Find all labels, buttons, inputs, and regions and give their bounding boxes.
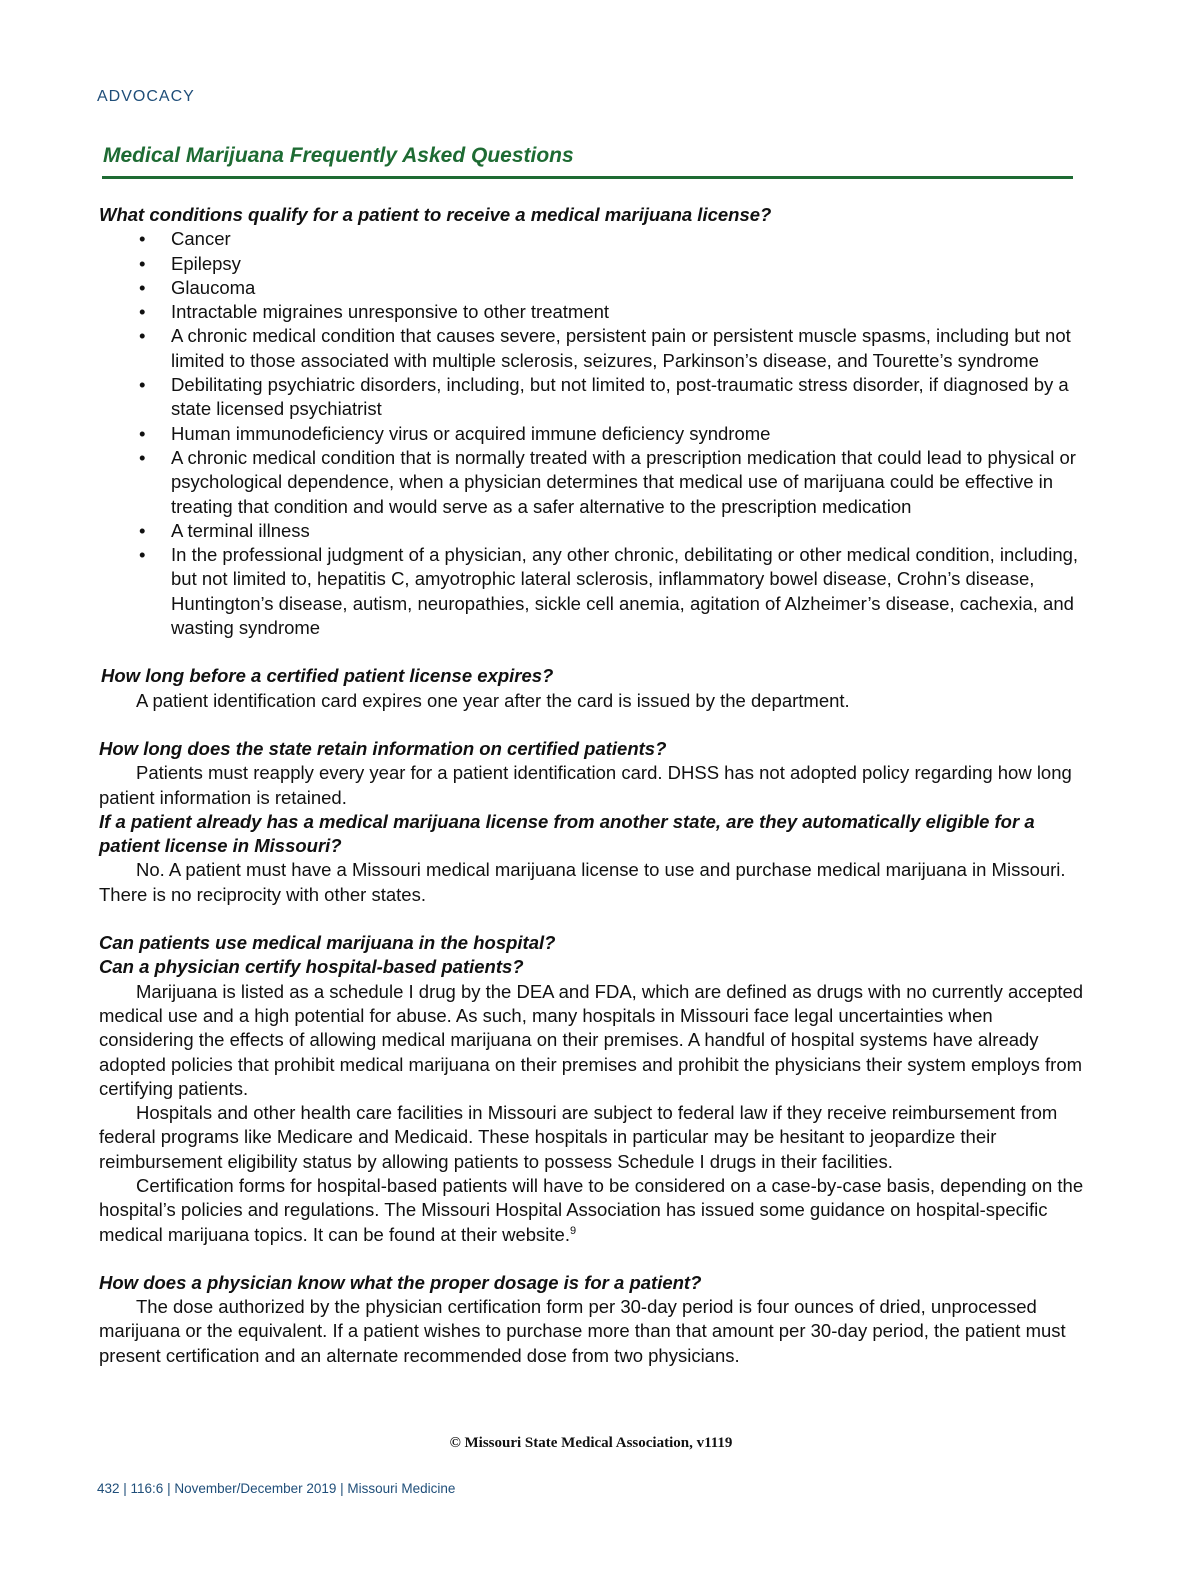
- copyright-notice: © Missouri State Medical Association, v1119: [449, 1435, 733, 1451]
- list-item-text: Intractable migraines unresponsive to other treatment: [171, 301, 610, 323]
- footnote-marker: 9: [569, 1224, 577, 1237]
- list-item: • Glaucoma: [139, 276, 256, 298]
- list-item: • A chronic medical condition that is normally treated with a prescription medication that could lead to physical or psychological dependence, when a physician determines that medical use of marijuana could be effective in treating that condition and would serve as a safer alternative to the prescription medication: [139, 446, 1076, 517]
- list-item: • Debilitating psychiatric disorders, including, but not limited to, post-traumatic stress disorder, if diagnosed by a state licensed psychiatrist: [139, 374, 1069, 420]
- faq-answer: Patients must reapply every year for a patient identification card. DHSS has not adopted policy regarding how long patient information is retained.: [99, 762, 1072, 808]
- faq-answer: A patient identification card expires one year after the card is issued by the department.: [136, 689, 850, 711]
- faq-question: What conditions qualify for a patient to receive a medical marijuana license?: [99, 204, 772, 225]
- faq-question: If a patient already has a medical marijuana license from another state, are they automatically eligible for a patient license in Missouri?: [99, 810, 1035, 857]
- list-item-text: Debilitating psychiatric disorders, including, but not limited to, post-traumatic stress disorder, if diagnosed by a state licensed psychiatrist: [171, 374, 1069, 420]
- list-item: • A chronic medical condition that causes severe, persistent pain or persistent muscle spasms, including but not limited to those associated with multiple sclerosis, seizures, Parkinson’s disease, and Tourette’s syndrome: [139, 325, 1071, 371]
- list-item-text: Cancer: [171, 228, 231, 250]
- qualifying-conditions-list: [99, 227, 1084, 640]
- list-item-text: A chronic medical condition that causes severe, persistent pain or persistent muscle spasms, including but not limited to those associated with multiple sclerosis, seizures, Parkinson’s disease, and Tourette’s syndrome: [171, 325, 1071, 371]
- list-item: • Intractable migraines unresponsive to other treatment: [139, 301, 610, 323]
- faq-answer: Hospitals and other health care facilities in Missouri are subject to federal law if they receive reimbursement from federal programs like Medicare and Medicaid. These hospitals in particular may be hesitant to jeopardize their reimbursement eligibility status by allowing patients to possess Schedule I drugs in their facilities.: [99, 1102, 1058, 1172]
- list-item: • A terminal illness: [139, 519, 310, 541]
- faq-question: How long before a certified patient license expires?: [101, 665, 554, 687]
- list-item: • Cancer: [139, 228, 231, 250]
- list-item-text: Human immunodeficiency virus or acquired immune deficiency syndrome: [171, 422, 771, 444]
- faq-question: How long does the state retain information on certified patients?: [99, 737, 667, 759]
- faq-answer-text: Certification forms for hospital-based patients will have to be considered on a case-by-case basis, depending on the hospital’s policies and regulations. The Missouri Hospital Association has issued some guidance on hospital-specific medical marijuana topics. It can be found at their website.: [99, 1174, 1084, 1245]
- faq-answer: The dose authorized by the physician certification form per 30-day period is four ounces of dried, unprocessed marijuana or the equivalent. If a patient wishes to purchase more than that amount per 30-day period, the patient must present certification and an alternate recommended dose from two physicians.: [99, 1296, 1066, 1366]
- title-divider: [102, 176, 1073, 179]
- list-item: • In the professional judgment of a physician, any other chronic, debilitating or other medical condition, including, but not limited to, hepatitis C, amyotrophic lateral sclerosis, inflammatory bowel disease, Crohn’s disease, Huntington’s disease, autism, neuropathies, sickle cell anemia, agitation of Alzheimer’s disease, cachexia, and wasting syndrome: [139, 544, 1079, 639]
- list-item-text: In the professional judgment of a physician, any other chronic, debilitating or other medical condition, including, but not limited to, hepatitis C, amyotrophic lateral sclerosis, inflammatory bowel disease, Crohn’s disease, Huntington’s disease, autism, neuropathies, sickle cell anemia, agitation of Alzheimer’s disease, cachexia, and wasting syndrome: [171, 544, 1079, 639]
- faq-answer: Marijuana is listed as a schedule I drug by the DEA and FDA, which are defined as drugs with no currently accepted medical use and a high potential for abuse. As such, many hospitals in Missouri face legal uncertainties when considering the effects of allowing medical marijuana on their premises. A handful of hospital systems have already adopted policies that prohibit medical marijuana on their premises and prohibit the physicians their system employs from certifying patients.: [99, 980, 1084, 1099]
- list-item: • Epilepsy: [139, 252, 241, 274]
- faq-question: Can a physician certify hospital-based patients?: [99, 956, 524, 978]
- list-item-text: A terminal illness: [171, 519, 310, 541]
- page-title: Medical Marijuana Frequently Asked Questions: [103, 144, 574, 167]
- list-item: • Human immunodeficiency virus or acquired immune deficiency syndrome: [139, 422, 771, 444]
- list-item-text: Glaucoma: [171, 276, 256, 298]
- section-label: ADVOCACY: [97, 88, 195, 105]
- list-item-text: Epilepsy: [171, 252, 241, 274]
- faq-question: How does a physician know what the proper dosage is for a patient?: [99, 1271, 702, 1293]
- faq-content: [99, 203, 1084, 1368]
- page-footer: 432 | 116:6 | November/December 2019 | Missouri Medicine: [97, 1481, 456, 1496]
- list-item-text: A chronic medical condition that is normally treated with a prescription medication that could lead to physical or psychological dependence, when a physician determines that medical use of marijuana could be effective in treating that condition and would serve as a safer alternative to the prescription medication: [171, 446, 1076, 517]
- faq-answer: [99, 1174, 1084, 1247]
- faq-answer: No. A patient must have a Missouri medical marijuana license to use and purchase medical marijuana in Missouri. There is no reciprocity with other states.: [99, 859, 1066, 905]
- faq-question: Can patients use medical marijuana in the hospital?: [99, 932, 556, 954]
